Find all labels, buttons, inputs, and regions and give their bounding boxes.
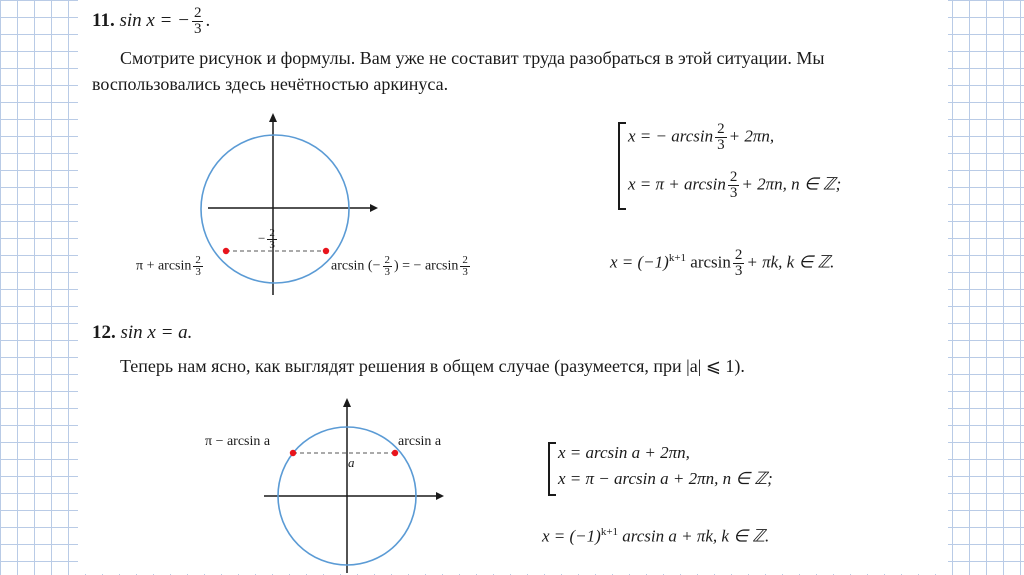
general-formula-11: $x = (-1)^{k+1}$ arcsin $\frac{2}{3}$ + πk, k ∈ ℤ. xyxy=(610,247,835,279)
right-point-label-11: arcsin (− $\frac{2}{3}$ ) = − arcsin $\frac{2}{3}$ xyxy=(331,254,468,278)
y-axis-arrow-icon xyxy=(269,113,277,122)
right-point xyxy=(323,248,329,254)
general-formula-12: $x = (-1)^{k+1}$ arcsin a + πk, k ∈ ℤ. xyxy=(542,526,770,546)
x-axis-arrow-icon xyxy=(436,492,444,500)
problem-12-text: Теперь нам ясно, как выглядят решения в общем случае (разумеется, при |a| ⩽ 1). xyxy=(120,356,745,376)
problem-11-number: 11. xyxy=(92,9,115,31)
problem-11-text-line-2: воспользовались здесь нечётностью аркинуса. xyxy=(92,74,449,94)
left-point xyxy=(290,450,296,456)
problem-11-fraction: $\frac{2}{3}$ xyxy=(193,5,202,37)
problem-11-condition: sin x = − xyxy=(119,9,190,31)
y-axis-arrow-icon xyxy=(343,398,351,407)
problem-11-heading: 11. sin x = − $\frac{2}{3}$ . xyxy=(92,5,211,37)
unit-circle-figure-12 xyxy=(258,395,478,575)
x-axis-arrow-icon xyxy=(370,204,378,212)
problem-12-heading xyxy=(92,322,192,344)
left-point-label-11: π + arcsin $\frac{2}{3}$ xyxy=(136,254,201,278)
left-point-label-12: π − arcsin a xyxy=(205,434,271,449)
system-11-line-2: x = π + arcsin $\frac{2}{3}$ + 2πn, n ∈ ℤ; xyxy=(628,169,842,201)
level-label-12: a xyxy=(348,455,355,470)
page-content xyxy=(78,0,948,574)
right-point xyxy=(392,450,398,456)
system-12-line-2: x = π − arcsin a + 2πn, n ∈ ℤ; xyxy=(558,469,773,488)
right-point-label-12: arcsin a xyxy=(398,434,442,449)
left-point xyxy=(223,248,229,254)
problem-12-number: 12. xyxy=(92,322,116,343)
system-11-line-1: x = − arcsin $\frac{2}{3}$ + 2πn, xyxy=(628,121,775,153)
problem-11-text-line-1: Смотрите рисунок и формулы. Вам уже не составит труда разобраться в этой ситуации. Мы xyxy=(120,48,825,68)
unit-circle xyxy=(201,135,349,283)
problem-12-condition: sin x = a. xyxy=(120,322,193,343)
level-label-11: − $\frac{2}{3}$ xyxy=(258,227,275,251)
system-bracket-12 xyxy=(548,442,556,496)
system-12-line-1: x = arcsin a + 2πn, xyxy=(558,443,690,462)
system-bracket-11 xyxy=(618,122,626,210)
